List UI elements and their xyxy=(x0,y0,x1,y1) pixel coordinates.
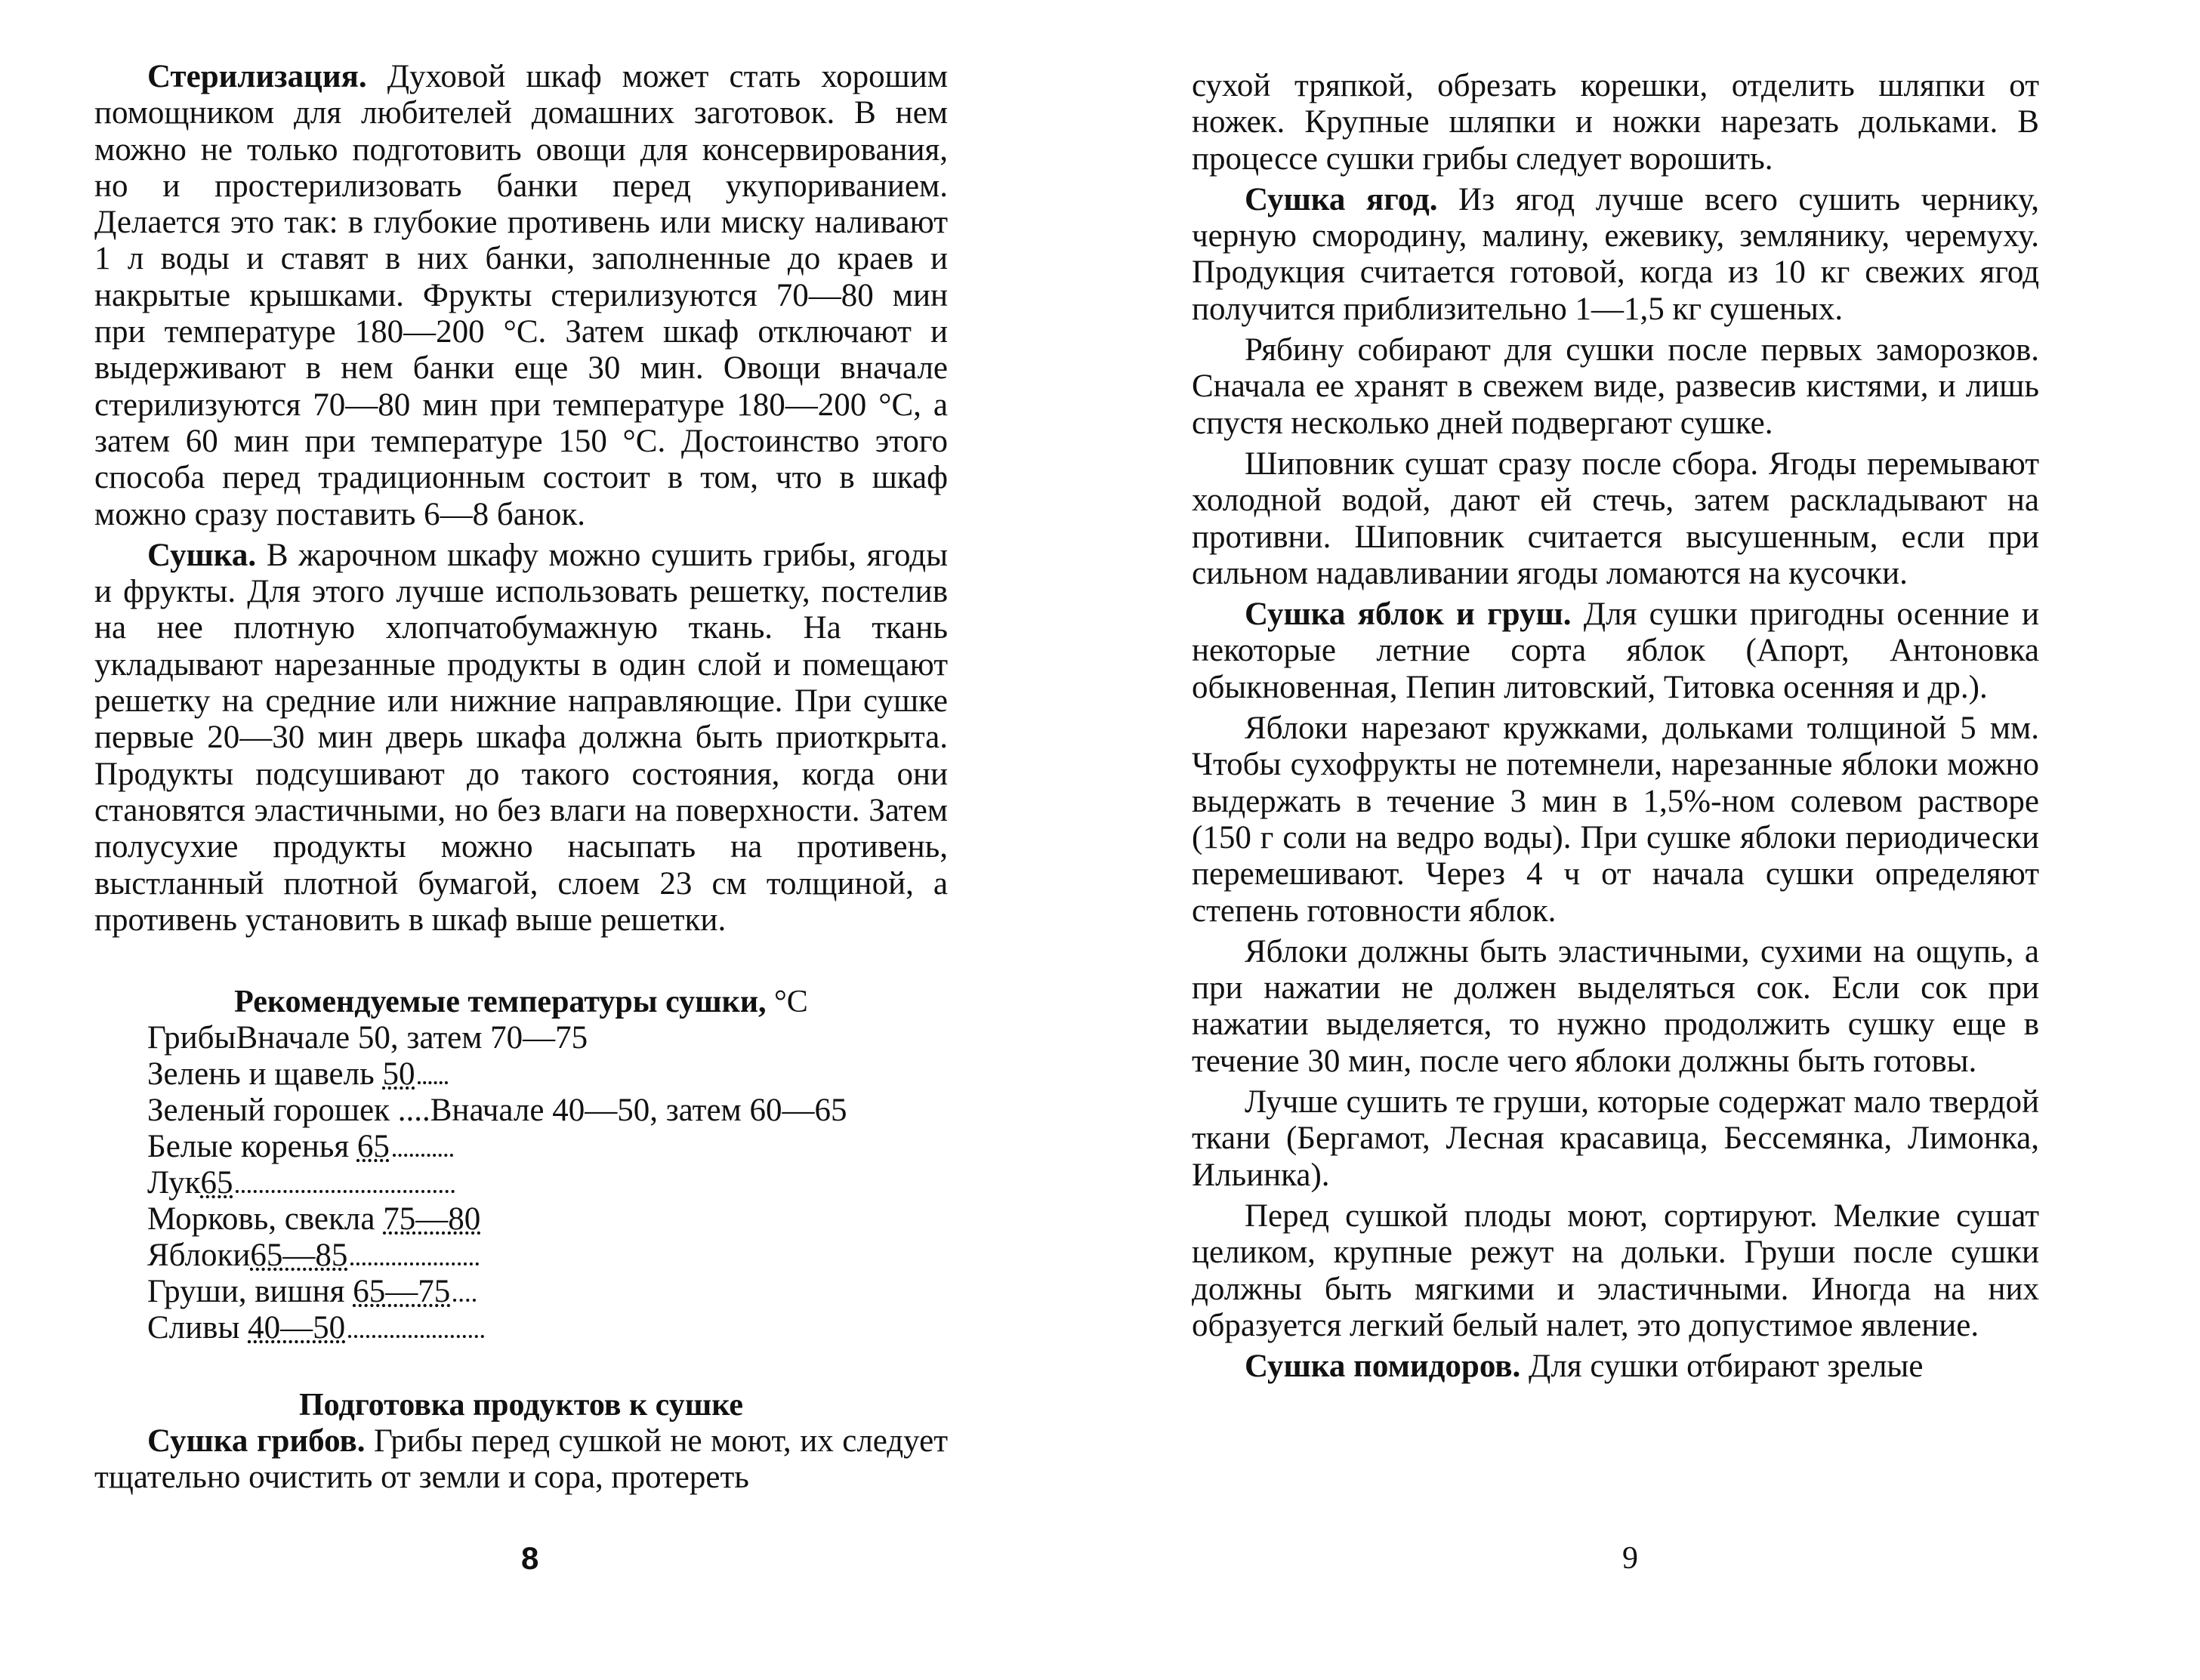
dot-leader xyxy=(350,1262,479,1265)
run-in-heading: Сушка. xyxy=(147,537,257,573)
table-row xyxy=(147,1056,570,1093)
page-number: 9 xyxy=(1622,1541,1638,1576)
paragraph-text: Для сушки отбирают зрелые xyxy=(1529,1349,1924,1385)
paragraph-rosehip: Шиповник сушат сразу после сбора. Ягоды перемывают холодной водой, дают ей стечь, затем раскладывают на противни. Шиповник считается высушенным, если при сильном надавливании ягоды ломаются на кусочки. xyxy=(1192,445,2039,591)
table-row-value: 50 xyxy=(382,1056,415,1093)
paragraph-apples-pears xyxy=(1192,596,2039,706)
dot-leader xyxy=(453,1299,476,1302)
table-row-name: Груши, вишня xyxy=(147,1274,345,1310)
paragraph-mushrooms-continued: сухой тряпкой, обрезать корешки, отделить шляпки от ножек. Крупные шляпки и ножки нарезать дольками. В процессе сушки грибы следует ворошить. xyxy=(1192,68,2039,177)
table-unit: °С xyxy=(774,985,808,1020)
table-row-value: 65 xyxy=(200,1165,233,1201)
table-title-text: Рекомендуемые температуры сушки, xyxy=(234,985,767,1020)
table-row-name: Зелень и щавель xyxy=(147,1056,375,1093)
paragraph-sterilization xyxy=(94,59,948,533)
paragraph-berries xyxy=(1192,182,2039,328)
run-in-heading: Сушка ягод. xyxy=(1245,181,1438,217)
table-row-name: Грибы xyxy=(147,1020,236,1056)
table-row-value: 65 xyxy=(356,1129,390,1165)
paragraph-text: Из ягод лучше всего сушить чернику, черную смородину, малину, ежевику, землянику, черемуху. Продукция считается готовой, когда из 10 кг свежих ягод получится приблизительно 1—1,5 кг сушеных. xyxy=(1192,181,2040,327)
table-row: Зеленый горошек .... Вначале 40—50, затем 60—65 xyxy=(147,1093,847,1129)
table-row-value: 65—75 xyxy=(353,1274,451,1310)
table-row xyxy=(147,1129,570,1165)
dot-leader xyxy=(348,1335,484,1338)
table-row-name: Сливы xyxy=(147,1310,240,1346)
temperature-table-title xyxy=(94,984,948,1020)
page-number: 8 xyxy=(521,1540,539,1576)
paragraph-text: Духовой шкаф может стать хорошим помощником для любителей домашних заготовок. В нем можно не только подготовить овощи для консервирования, но и простерилизовать банки перед укупориванием. Делается это так: в глубокие противень или миску наливают 1 л воды и ставят в них банки, заполненные до краев и накрытые крышками. Фрукты стерилизуются 70—80 мин при температуре 180—200 °С. Затем шкаф отключают и выдерживают в нем банки еще 30 мин. Овощи вначале стерилизуются 70—80 мин при температуре 180—200 °С, а затем 60 мин при температуре 150 °С. Достоинство этого способа перед традиционным состоит в том, что в шкаф можно сразу поставить 6—8 банок. xyxy=(94,59,948,532)
table-row xyxy=(147,1165,570,1201)
table-row xyxy=(147,1310,570,1346)
section-heading-preparation: Подготовка продуктов к сушке xyxy=(299,1388,743,1423)
dot-leader xyxy=(418,1081,448,1084)
right-page xyxy=(1100,0,2200,1680)
table-row-name: Яблоки xyxy=(147,1238,251,1274)
paragraph-mushrooms xyxy=(94,1423,948,1497)
paragraph-apples-cut: Яблоки нарезают кружками, дольками толщиной 5 мм. Чтобы сухофрукты не потемнели, нарезанные яблоки можно выдержать в течение 3 мин в 1,5%-ном солевом растворе (150 г соли на ведро воды). При сушке яблоки периодически перемешивают. Через 4 ч от начала сушки определяют степень готовности яблок. xyxy=(1192,711,2039,929)
table-row-value: 75—80 xyxy=(383,1201,481,1238)
paragraph-before-drying: Перед сушкой плоды моют, сортируют. Мелкие сушат целиком, крупные режут на дольки. Груши после сушки должны быть мягкими и эластичными. Иногда на них образуется легкий белый налет, это допустимое явление. xyxy=(1192,1198,2039,1343)
paragraph-apples-ready: Яблоки должны быть эластичными, сухими на ощупь, а при нажатии не должен выделяться сок. Если сок при нажатии выделяется, то нужно продолжить сушку еще в течение 30 мин, после чего яблоки должны быть готовы. xyxy=(1192,933,2039,1079)
table-row-value: 40—50 xyxy=(248,1310,346,1346)
dot-leader xyxy=(236,1190,455,1193)
paragraph-rowan: Рябину собирают для сушки после первых заморозков. Сначала ее хранят в свежем виде, развесив кистями, и лишь спустя несколько дней подвергают сушке. xyxy=(1192,332,2039,441)
table-row-name: Белые коренья xyxy=(147,1129,350,1165)
table-row xyxy=(147,1274,570,1310)
run-in-heading: Сушка помидоров. xyxy=(1245,1349,1521,1385)
left-page-text xyxy=(94,59,948,1501)
paragraph-text: Грибы перед сушкой не моют, их следует тщательно очистить от земли и сора, протереть xyxy=(94,1423,948,1496)
table-row-name: Морковь, свекла xyxy=(147,1201,375,1238)
temperature-table xyxy=(147,1020,847,1346)
dot-leader xyxy=(393,1154,453,1157)
table-row xyxy=(147,1201,570,1238)
paragraph-text: В жарочном шкафу можно сушить грибы, ягоды и фрукты. Для этого лучше использовать решетку, постелив на нее плотную хлопчатобумажную ткань. На ткань укладывают нарезанные продукты в один слой и помещают решетку на средние или нижние направляющие. При сушке первые 20—30 мин дверь шкафа должна быть приоткрыта. Продукты подсушивают до такого состояния, когда они становятся эластичными, но без влаги на поверхности. Затем полусухие продукты можно насыпать на противень, выстланный плотной бумагой, слоем 23 см толщиной, а противень установить в шкаф выше решетки. xyxy=(94,537,948,938)
paragraph-drying xyxy=(94,538,948,939)
table-row-value: Вначале 50, затем 70—75 xyxy=(236,1020,588,1056)
paragraph-pears: Лучше сушить те груши, которые содержат мало твердой ткани (Бергамот, Лесная красавица, Бессемянка, Лимонка, Ильинка). xyxy=(1192,1084,2039,1193)
table-row-name: Зеленый горошек xyxy=(147,1093,390,1129)
paragraph-text: Для сушки пригодны осенние и некоторые летние сорта яблок (Апорт, Антоновка обыкновенная, Пепин литовский, Титовка осенняя и др.). xyxy=(1192,596,2039,705)
table-row xyxy=(147,1020,588,1056)
run-in-heading: Сушка яблок и груш. xyxy=(1245,596,1572,633)
paragraph-tomatoes xyxy=(1192,1349,2039,1385)
table-row-name: Лук xyxy=(147,1165,201,1201)
table-row xyxy=(147,1238,570,1274)
run-in-heading: Сушка грибов. xyxy=(147,1423,366,1460)
right-page-text xyxy=(1192,68,2039,1389)
run-in-heading: Стерилизация. xyxy=(147,59,367,94)
table-row-value: Вначале 40—50, затем 60—65 xyxy=(430,1093,847,1129)
table-row-value: 65—85 xyxy=(250,1238,348,1274)
